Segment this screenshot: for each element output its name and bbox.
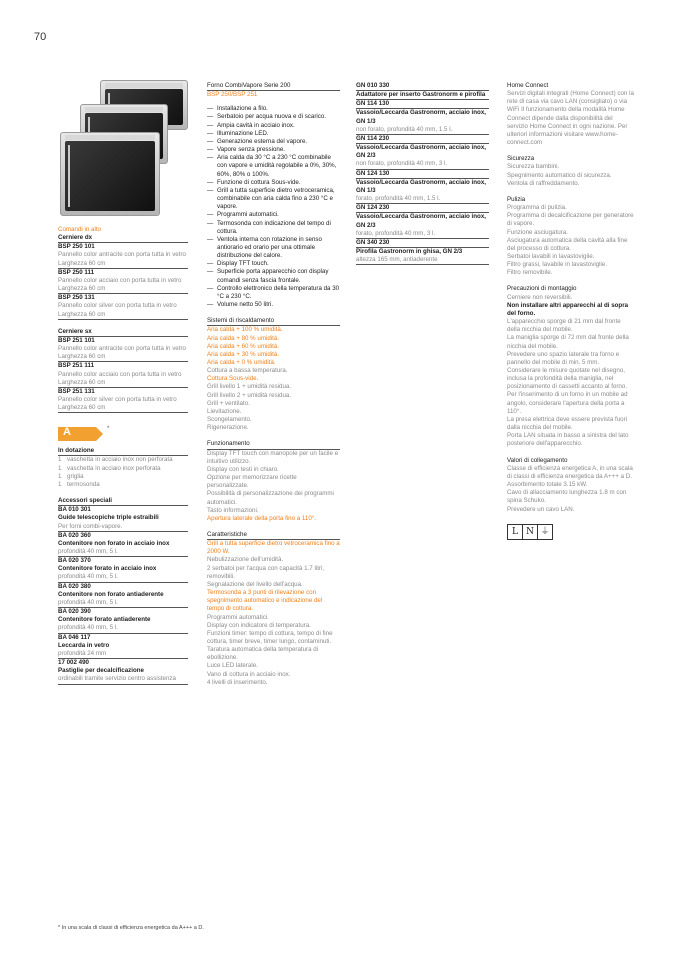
dotazione-qty: 1 [58, 472, 62, 480]
riscaldamento-title: Sistemi di riscaldamento [207, 317, 340, 326]
model-code: BSP 251 111 [58, 362, 95, 370]
feature-text: Installazione a filo. [217, 105, 268, 113]
gn-sub: altezza 165 mm, antiaderente [356, 256, 489, 265]
feature-item [207, 138, 340, 146]
funzionamento-item: Display TFT touch con manopole per un facile e intuitivo utilizzo. [207, 449, 339, 465]
montaggio-title: Precauzioni di montaggio [507, 285, 577, 293]
dash-bullet: — [207, 121, 214, 129]
feature-text: Controllo elettronico della temperatura da 30 °C a 230 °C. [217, 284, 340, 300]
feature-item [207, 236, 340, 260]
sicurezza-title: Sicurezza [507, 155, 535, 163]
dotazione-item [58, 473, 188, 481]
dash-bullet: — [207, 178, 214, 186]
montaggio-item: Porta LAN situata in basso a sinistra del lato posteriore dell'apparecchio. [507, 432, 629, 448]
accessory-name: Guide telescopiche triple estraibili [58, 514, 159, 522]
dash-bullet: — [207, 146, 214, 154]
feature-text: Aria calda da 30 °C a 230 °C combinabile con vapore e umidità regolabile a 0%, 30%, 60%, 80% o 100%. [217, 154, 337, 178]
caratteristiche-item: 2 serbatoi per l'acqua con capacità 1.7 litri, removibili. [207, 564, 325, 580]
caratteristiche-item: 4 livelli di inserimento. [207, 678, 268, 686]
feature-text: Funzione di cottura Sous-vide. [217, 178, 301, 186]
dotazione-title: In dotazione [58, 447, 188, 456]
caratteristiche-item: Nebulizzazione dell'umidità. [207, 556, 284, 564]
dotazione-text: griglia [67, 472, 84, 480]
dash-bullet: — [207, 113, 214, 121]
dash-bullet: — [207, 219, 214, 227]
dash-bullet: — [207, 186, 214, 194]
ground-symbol-icon: ⏚ [537, 524, 553, 540]
montaggio-item: Prevedere uno spazio laterale tra forno e pannello del mobile di min. 5 mm. [507, 350, 620, 366]
gn-name: Vassoio/Leccarda Gastronorm, acciaio inox, GN 1/3 [356, 109, 486, 125]
accessory-name: Leccarda in vetro [58, 641, 110, 649]
model-code: BSP 250 131 [58, 294, 95, 302]
accessory-sub: profondità 40 mm, 5 l. [58, 624, 188, 633]
dash-bullet: — [207, 268, 214, 276]
pulizia-item: Programma di decalcificazione per generatore di vapore. [507, 212, 634, 228]
montaggio-item: L'apparecchio sporge di 21 mm dal fronte della nicchia del mobile. [507, 318, 621, 334]
feature-item [207, 268, 340, 284]
feature-item [207, 220, 340, 236]
model-desc: Pannello color antracite con porta tutta in vetro [58, 345, 186, 353]
pulizia-item: Funzione asciugatura. [507, 228, 568, 236]
feature-item [207, 105, 340, 113]
riscaldamento-item: Scongelamento. [207, 416, 252, 424]
dotazione-item [58, 465, 188, 473]
feature-item [207, 187, 340, 211]
neutral-symbol-icon: N [522, 524, 538, 540]
accessory-name: Contenitore non forato in acciaio inox [58, 539, 170, 547]
dotazione-text: vaschetta in acciaio inox perforata [67, 464, 161, 472]
dash-bullet: — [207, 137, 214, 145]
feature-text: Volume netto 50 litri. [217, 301, 274, 309]
column-features [207, 82, 340, 687]
accessory-code: BA 020 380 [58, 582, 91, 590]
model-desc: Pannello color antracite con porta tutta in vetro [58, 251, 186, 259]
feature-text: Illuminazione LED. [217, 129, 269, 137]
dash-bullet: — [207, 260, 214, 268]
model-code: BSP 250 111 [58, 268, 95, 276]
riscaldamento-item: Aria calda + 60 % umidità. [207, 342, 280, 350]
funzionamento-item: Apertura laterale della porta fino a 110°. [207, 514, 316, 522]
model-desc: Pannello color silver con porta tutta in vetro [58, 302, 177, 310]
accessory-sub: profondità 24 mm [58, 650, 188, 659]
feature-text: Serbatoio per acqua nuova e di scarico. [217, 113, 327, 121]
collegamento-item: Assorbimento totale 3.15 kW. [507, 481, 588, 489]
riscaldamento-item: Grill livello 1 + umidità residua. [207, 383, 292, 391]
accessory-sub: Per forni combi-vapore. [58, 523, 188, 532]
feature-item [207, 301, 340, 309]
gn-code: GN 010 330 [356, 82, 489, 91]
collegamento-title: Valori di collegamento [507, 456, 568, 464]
riscaldamento-item: Grill + ventilato. [207, 399, 250, 407]
funzionamento-item: Display con testi in chiaro. [207, 465, 279, 473]
pulizia-item: Filtro grassi, lavabile in lavastoviglie. [507, 261, 608, 269]
energy-label [58, 427, 188, 443]
column-models [58, 226, 188, 685]
accessori-title: Accessori speciali [58, 497, 188, 506]
dash-bullet: — [207, 301, 214, 309]
model-width: Larghezza 60 cm [58, 404, 188, 413]
accessory-code: BA 020 390 [58, 608, 91, 616]
product-title: Forno CombiVapore Serie 200 [207, 82, 340, 91]
home-connect-text: Servizi digitali integrati (Home Connect) con la rete di casa via cavo LAN (consigliato) o via WiFi Il funzionamento della modalità Home Connect dipende dalla disponibilità del servizio Home Connect in ogni nazione. Per ulteriori informazioni visitare www.home-connect.com [507, 90, 634, 147]
accessory-sub: profondità 40 mm, 5 l. [58, 548, 188, 557]
feature-text: Superficie porta apparecchio con display comandi senza fascia frontale. [217, 268, 329, 284]
product-image [60, 80, 190, 220]
sicurezza-item: Spegnimento automatico di sicurezza. [507, 171, 612, 179]
gn-code: GN 114 230 [356, 135, 489, 144]
model-width: Larghezza 60 cm [58, 260, 188, 269]
caratteristiche-item: Funzioni timer: tempo di cottura, tempo di fine cottura, timer breve, timer lungo, contaminuti. [207, 629, 333, 645]
column-gastronorm [356, 82, 489, 265]
pulizia-title: Pulizia [507, 195, 526, 203]
collegamento-item: Classe di efficienza energetica A, in una scala di classi di efficienza energetica da A+++ a D. [507, 464, 633, 480]
feature-text: Grill a tutta superficie dietro vetroceramica, combinabile con aria calda fino a 230 °C e vapore. [217, 186, 335, 211]
gn-sub: non forato, profondità 40 mm, 1.5 l. [356, 126, 489, 135]
accessory-name: Contenitore non forato antiaderente [58, 590, 164, 598]
montaggio-item: Considerare le misure quotate nel disegno, inclusa la profondità della maniglia, nel posizionamento di cassetti accanto al forno. [507, 367, 628, 391]
section-title: Comandi in alto [58, 226, 101, 233]
accessory-name: Pastiglie per decalcificazione [58, 667, 144, 675]
model-desc: Pannello color silver con porta tutta in vetro [58, 395, 177, 403]
gn-name: Pirofila Gastronorm in ghisa, GN 2/3 [356, 247, 463, 255]
pulizia-item: Serbatoi lavabili in lavastoviglie. [507, 252, 595, 260]
dash-bullet: — [207, 154, 214, 162]
feature-text: Ampia cavità in acciaio inox. [217, 121, 295, 129]
riscaldamento-item: Lievitazione. [207, 407, 242, 415]
caratteristiche-item: Grill a tutta superficie dietro vetroceramica fino a 2000 W. [207, 540, 340, 556]
accessory-sub: profondità 40 mm, 5 l. [58, 599, 188, 608]
dotazione-qty: 1 [58, 480, 62, 488]
energy-class: A [63, 426, 71, 439]
feature-item [207, 130, 340, 138]
model-width: Larghezza 60 cm [58, 311, 188, 320]
caratteristiche-title: Caratteristiche [207, 531, 340, 540]
dash-bullet: — [207, 235, 214, 243]
gn-sub: forato, profondità 40 mm, 1.5 l. [356, 195, 489, 204]
funzionamento-item: Possibilità di personalizzazione dei programmi automatici. [207, 490, 334, 506]
caratteristiche-item: Vano di cottura in acciaio inox. [207, 670, 291, 678]
group-title: Cerniere dx [58, 234, 188, 243]
feature-item [207, 113, 340, 121]
energy-footnote-mark: * [107, 426, 110, 433]
footnote: * In una scala di classi di efficienza energetica da A+++ a D. [58, 925, 204, 931]
montaggio-item: La presa elettrica deve essere prevista fuori dalla nicchia del mobile. [507, 415, 628, 432]
line-symbol-icon: L [507, 524, 523, 540]
montaggio-intro: Cerniere non reversibili. [507, 293, 573, 301]
gn-name: Vassoio/Leccarda Gastronorm, acciaio inox, GN 2/3 [356, 144, 486, 160]
riscaldamento-item: Rigenerazione. [207, 424, 249, 432]
feature-item [207, 211, 340, 219]
model-code: BSP 250 101 [58, 243, 95, 251]
gn-sub: forato, profondità 40 mm, 3 l. [356, 230, 489, 239]
gn-name: Vassoio/Leccarda Gastronorm, acciaio inox, GN 1/3 [356, 178, 486, 194]
dash-bullet: — [207, 129, 214, 137]
feature-item [207, 285, 340, 301]
dotazione-text: vaschetta in acciaio inox non perforata [67, 456, 173, 464]
gn-code: GN 340 230 [356, 239, 489, 248]
funzionamento-item: Tasto informazioni. [207, 506, 259, 514]
caratteristiche-item: Taratura automatica della temperatura di ebollizione. [207, 646, 319, 662]
model-code: BSP 251 101 [58, 336, 95, 344]
collegamento-item: Prevedere un cavo LAN. [507, 505, 575, 513]
sicurezza-item: Sicurezza bambini. [507, 163, 560, 171]
model-code: BSP 251 131 [58, 387, 95, 395]
caratteristiche-item: Programmi automatici. [207, 613, 269, 621]
gn-name: Vassoio/Leccarda Gastronorm, acciaio inox, GN 2/3 [356, 213, 486, 229]
feature-item [207, 260, 340, 268]
accessory-code: 17 002 490 [58, 659, 89, 667]
sicurezza-item: Ventola di raffreddamento. [507, 179, 580, 187]
funzionamento-item: Opzione per memorizzare ricette personalizzate. [207, 474, 297, 490]
dotazione-qty: 1 [58, 456, 62, 464]
feature-text: Generazione esterna del vapore. [217, 137, 308, 145]
pulizia-item: Asciugatura automatica della cavità alla fine del processo di cottura. [507, 236, 628, 252]
montaggio-item: La maniglia sporge di 72 mm dal fronte della nicchia del mobile. [507, 334, 629, 350]
accessory-code: BA 046 117 [58, 633, 91, 641]
accessory-name: Contenitore forato antiaderente [58, 616, 151, 624]
feature-text: Ventola interna con rotazione in senso antiorario ed orario per una ottimale distribuzione del calore. [217, 235, 322, 260]
collegamento-item: Cavo di allacciamento lunghezza 1.8 m con spina Schuko. [507, 489, 627, 505]
gn-name: Adattatore per inserto Gastronorm e pirofila [356, 91, 489, 100]
riscaldamento-item: Aria calda + 100 % umidità. [207, 326, 283, 334]
feature-item [207, 146, 340, 154]
riscaldamento-item: Aria calda + 30 % umidità. [207, 350, 280, 358]
riscaldamento-item: Aria calda + 0 % umidità. [207, 359, 276, 366]
pulizia-item: Filtro removibile. [507, 269, 553, 277]
group-title: Cerniere sx [58, 328, 188, 337]
caratteristiche-item: Luce LED laterale. [207, 662, 258, 670]
pulizia-item: Programma di pulizia. [507, 204, 567, 212]
feature-text: Display TFT touch. [217, 260, 269, 268]
gn-code: GN 114 130 [356, 100, 489, 109]
caratteristiche-item: Segnalazione del livello dell'acqua. [207, 580, 303, 588]
model-desc: Pannello color acciaio con porta tutta in vetro [58, 370, 182, 378]
accessory-code: BA 020 370 [58, 557, 91, 565]
feature-text: Termosonda con indicazione del tempo di cottura. [217, 219, 331, 235]
accessory-code: BA 020 360 [58, 531, 91, 539]
column-info [507, 82, 635, 540]
connection-symbols [507, 524, 635, 540]
gn-code: GN 124 230 [356, 204, 489, 213]
gn-code: GN 124 130 [356, 170, 489, 179]
home-connect-title: Home Connect [507, 82, 549, 89]
riscaldamento-item: Cottura a bassa temperatura. [207, 367, 288, 375]
dotazione-text: termosonda [67, 480, 100, 488]
page-number: 70 [34, 31, 47, 43]
feature-text: Programmi automatici. [217, 211, 279, 219]
accessory-code: BA 010 301 [58, 506, 91, 514]
feature-item [207, 179, 340, 187]
dotazione-qty: 1 [58, 464, 62, 472]
dash-bullet: — [207, 211, 214, 219]
model-desc: Pannello color acciaio con porta tutta in vetro [58, 276, 182, 284]
dash-bullet: — [207, 284, 214, 292]
accessory-sub: profondità 40 mm, 5 l. [58, 573, 188, 582]
riscaldamento-item: Cottura Sous-vide. [207, 375, 259, 383]
caratteristiche-item: Termosonda a 3 punti di rilevazione con spegnimento automatico e indicazione del tempo di cottura. [207, 589, 323, 613]
montaggio-item: Per l'inserimento di un forno in un mobile ad angolo, considerare l'apertura della porta a 110°. [507, 391, 628, 415]
feature-item [207, 154, 340, 178]
product-model: BSP 250/BSP 251 [207, 91, 258, 99]
model-width: Larghezza 60 cm [58, 353, 188, 362]
model-width: Larghezza 60 cm [58, 379, 188, 388]
riscaldamento-item: Aria calda + 80 % umidità. [207, 334, 280, 342]
accessory-sub: ordinabili tramite servizio centro assistenza [58, 675, 188, 684]
caratteristiche-item: Display con indicatore di temperatura. [207, 621, 311, 629]
riscaldamento-item: Grill livello 2 + umidità residua. [207, 391, 292, 399]
feature-item [207, 122, 340, 130]
accessory-name: Contenitore forato in acciaio inox [58, 565, 157, 573]
model-width: Larghezza 60 cm [58, 285, 188, 294]
gn-sub: non forato, profondità 40 mm, 3 l. [356, 160, 489, 169]
montaggio-warning: Non installare altri apparecchi al di sopra del forno. [507, 301, 629, 317]
dash-bullet: — [207, 105, 214, 113]
dotazione-item [58, 456, 188, 464]
dotazione-item [58, 481, 188, 489]
funzionamento-title: Funzionamento [207, 440, 340, 449]
feature-text: Vapore senza pressione. [217, 146, 285, 154]
